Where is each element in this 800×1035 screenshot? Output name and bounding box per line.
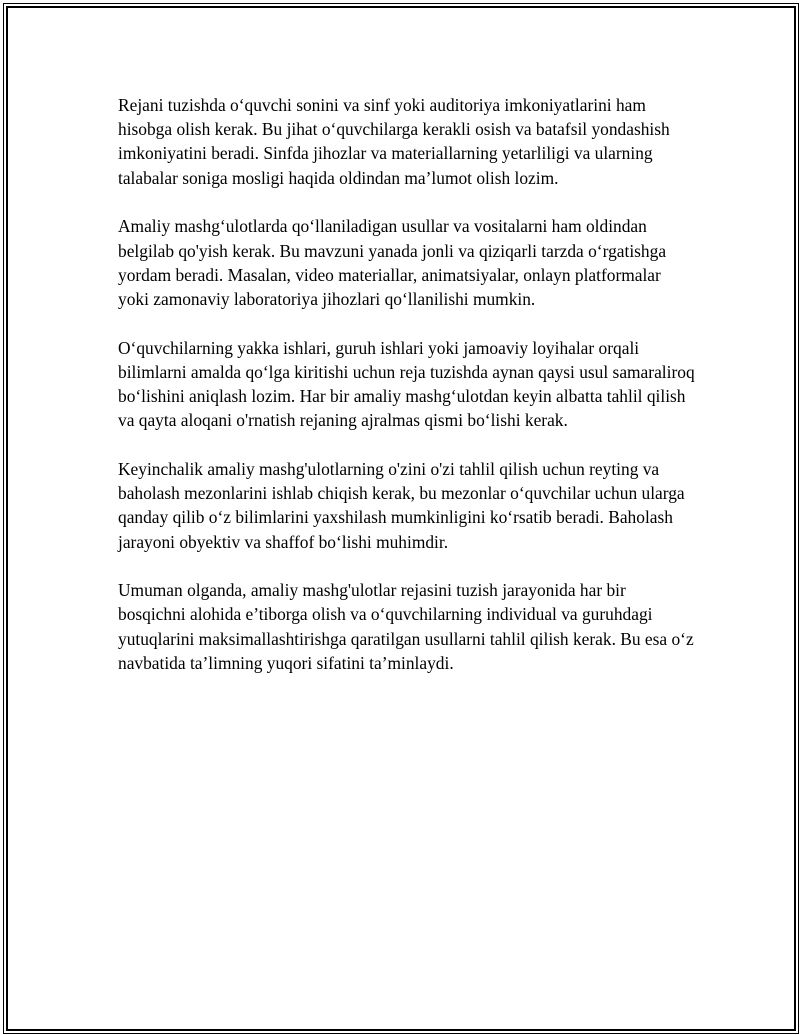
paragraph-4: Keyinchalik amaliy mashg'ulotlarning o'zini o'zi tahlil qilish uchun reyting va baholash mezonlarini ishlab chiqish kerak, bu mezonlar o‘quvchilar uchun ularga qanday qilib o‘z bilimlarini yaxshilash mumkinligini ko‘rsatib beradi. Baholash jarayoni obyektiv va shaffof bo‘lishi muhimdir. [118,458,685,552]
paragraph-1: Rejani tuzishda o‘quvchi sonini va sinf yoki auditoriya imkoniyatlarini ham hisobga olish kerak. Bu jihat o‘quvchilarga kerakli osish va batafsil yondashish imkoniyatini beradi. Sinfda jihozlar va materiallarning yetarliligi va ularning talabalar soniga mosligi haqida oldindan ma’lumot olish lozim. [118,95,670,188]
paragraph-2: Amaliy mashg‘ulotlarda qo‘llaniladigan usullar va vositalarni ham oldindan belgilab qo'yish kerak. Bu mavzuni yanada jonli va qiziqarli tarzda o‘rgatishga yordam beradi. Masalan, video materiallar, animatsiyalar, onlayn platformalar yoki zamonaviy laboratoriya jihozlari qo‘llanilishi mumkin. [118,216,667,309]
document-body [118,93,696,700]
paragraph-5: Umuman olganda, amaliy mashg'ulotlar rejasini tuzish jarayonida har bir bosqichni alohida e’tiborga olish va o‘quvchilarning individual va guruhdagi yutuqlarini maksimallashtirishga qaratilgan usullarni tahlil qilish kerak. Bu esa o‘z navbatida ta’limning yuqori sifatini ta’minlaydi. [118,580,694,673]
paragraph-3: O‘quvchilarning yakka ishlari, guruh ishlari yoki jamoaviy loyihalar orqali bilimlarni amalda qo‘lga kiritishi uchun reja tuzishda aynan qaysi usul samaraliroq bo‘lishini aniqlash lozim. Har bir amaliy mashg‘ulotdan keyin albatta tahlil qilish va qayta aloqani o'rnatish rejaning ajralmas qismi bo‘lishi kerak. [118,337,695,431]
